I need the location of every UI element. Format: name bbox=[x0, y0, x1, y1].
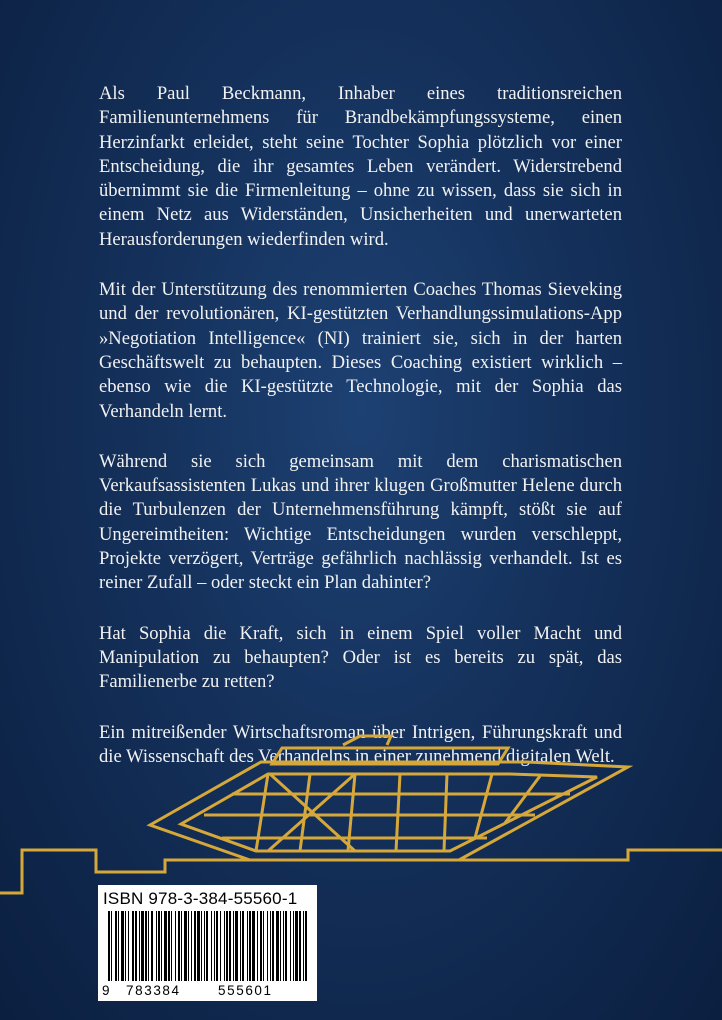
barcode-bar bbox=[184, 911, 187, 981]
barcode-digits bbox=[98, 983, 317, 999]
barcode-bar bbox=[216, 911, 218, 981]
barcode-bar bbox=[145, 911, 147, 981]
barcode-bar bbox=[260, 911, 262, 981]
barcode-bar bbox=[197, 911, 200, 981]
barcode-bar bbox=[204, 911, 205, 981]
barcode-bar bbox=[148, 911, 149, 981]
barcode-bar bbox=[115, 911, 117, 981]
barcode-bar bbox=[128, 911, 129, 981]
barcode-bar bbox=[263, 911, 264, 981]
barcode-bar bbox=[276, 911, 279, 981]
barcode-bar bbox=[132, 911, 134, 981]
barcode-bar bbox=[224, 911, 225, 981]
barcode-bar bbox=[303, 911, 304, 981]
barcode-digits-left: 783384 bbox=[126, 983, 181, 998]
barcode-bar bbox=[201, 911, 202, 981]
barcode-bar bbox=[141, 911, 144, 981]
barcode-bar bbox=[229, 911, 231, 981]
barcode-bar bbox=[283, 911, 284, 981]
barcode-bar bbox=[164, 911, 167, 981]
isbn-barcode bbox=[98, 885, 317, 1001]
blurb-paragraph-5: Ein mitreißender Wirtschaftsroman über Intrigen, Führungskraft und die Wissenschaft des Verhandelns in einer zunehmend digitalen Welt. bbox=[99, 721, 622, 767]
barcode-bar bbox=[111, 911, 112, 981]
barcode-bar bbox=[290, 911, 291, 981]
barcode-bar bbox=[161, 911, 162, 981]
barcode-bar bbox=[158, 911, 160, 981]
barcode-bar bbox=[211, 911, 212, 981]
barcode-bar bbox=[188, 911, 189, 981]
isbn-label: ISBN 978-3-384-55560-1 bbox=[103, 889, 298, 908]
barcode-bar bbox=[151, 911, 153, 981]
barcode-bar bbox=[214, 911, 215, 981]
barcode-bar bbox=[171, 911, 172, 981]
barcode-bar bbox=[135, 911, 137, 981]
blurb-text bbox=[99, 82, 622, 795]
barcode-bar bbox=[175, 911, 176, 981]
barcode-bar bbox=[240, 911, 241, 981]
blurb-paragraph-4: Hat Sophia die Kraft, sich in einem Spiel voller Macht und Manipulation zu behaupten? Oder ist es bereits zu spät, das Familienerbe zu retten? bbox=[99, 622, 622, 693]
barcode-bar bbox=[168, 911, 170, 981]
barcode-bar bbox=[121, 911, 124, 981]
barcode-bar bbox=[156, 911, 157, 981]
barcode-bar bbox=[139, 911, 140, 981]
blurb-paragraph-3: Während sie sich gemeinsam mit dem charismatischen Verkaufsassistenten Lukas und ihrer klugen Großmutter Helene durch die Turbulenzen der Unternehmensführung kämpft, stößt sie auf Ungereimtheiten: Wichtige Entscheidungen wurden verschleppt, Projekte verzögert, Verträge gefährlich nachlässig verhandelt. Ist es reiner Zufall – oder steckt ein Plan dahinter? bbox=[99, 450, 622, 594]
barcode-digits-right: 555601 bbox=[218, 983, 273, 998]
barcode-bar bbox=[249, 911, 251, 981]
blurb-paragraph-2: Mit der Unterstützung des renommierten Coaches Thomas Sieveking und der revolutionären, KI-gestützten Verhandlungssimulations-App »Negotiation Intelligence« (NI) trainiert sie, sich in der harten Geschäftswelt zu behaupten. Dieses Coaching existiert wirklich – ebenso wie die KI-gestützte Technologie, mit der Sophia das Verhandeln lernt. bbox=[99, 279, 622, 422]
barcode-bar bbox=[247, 911, 248, 981]
barcode-bar bbox=[272, 911, 274, 981]
barcode-bar bbox=[194, 911, 196, 981]
barcode-bar bbox=[280, 911, 281, 981]
barcode-bar bbox=[226, 911, 228, 981]
barcode-bar bbox=[252, 911, 255, 981]
barcode-bar bbox=[233, 911, 234, 981]
barcode-bar bbox=[206, 911, 208, 981]
barcode-bar bbox=[299, 911, 301, 981]
barcode-bar bbox=[305, 911, 307, 981]
barcode-bar bbox=[118, 911, 119, 981]
barcode-bar bbox=[270, 911, 271, 981]
blurb-paragraph-1: Als Paul Beckmann, Inhaber eines traditionsreichen Familienunternehmens für Brandbekämpfungssysteme, einen Herzinfarkt erleidet, steht seine Tochter Sophia plötzlich vor einer Entscheidung, die ihr gesamtes Leben verändert. Widerstrebend übernimmt sie die Firmenleitung – ohne zu wissen, dass sie sich in einem Netz aus Widerständen, Unsicherheiten und unerwarteten Herausforderungen wiederfinden wird. bbox=[99, 83, 622, 250]
barcode-bar bbox=[267, 911, 268, 981]
barcode-bar bbox=[181, 911, 182, 981]
barcode-bar bbox=[125, 911, 126, 981]
barcode-bar bbox=[285, 911, 287, 981]
barcode-bar bbox=[108, 911, 110, 981]
barcode-icon bbox=[102, 911, 313, 981]
barcode-digit-prefix: 9 bbox=[102, 983, 112, 998]
barcode-bar bbox=[178, 911, 180, 981]
barcode-bar bbox=[295, 911, 298, 981]
barcode-bar bbox=[257, 911, 258, 981]
barcode-bar bbox=[220, 911, 221, 981]
barcode-bar bbox=[293, 911, 294, 981]
barcode-bar bbox=[191, 911, 192, 981]
barcode-bar bbox=[235, 911, 238, 981]
barcode-bar bbox=[242, 911, 244, 981]
